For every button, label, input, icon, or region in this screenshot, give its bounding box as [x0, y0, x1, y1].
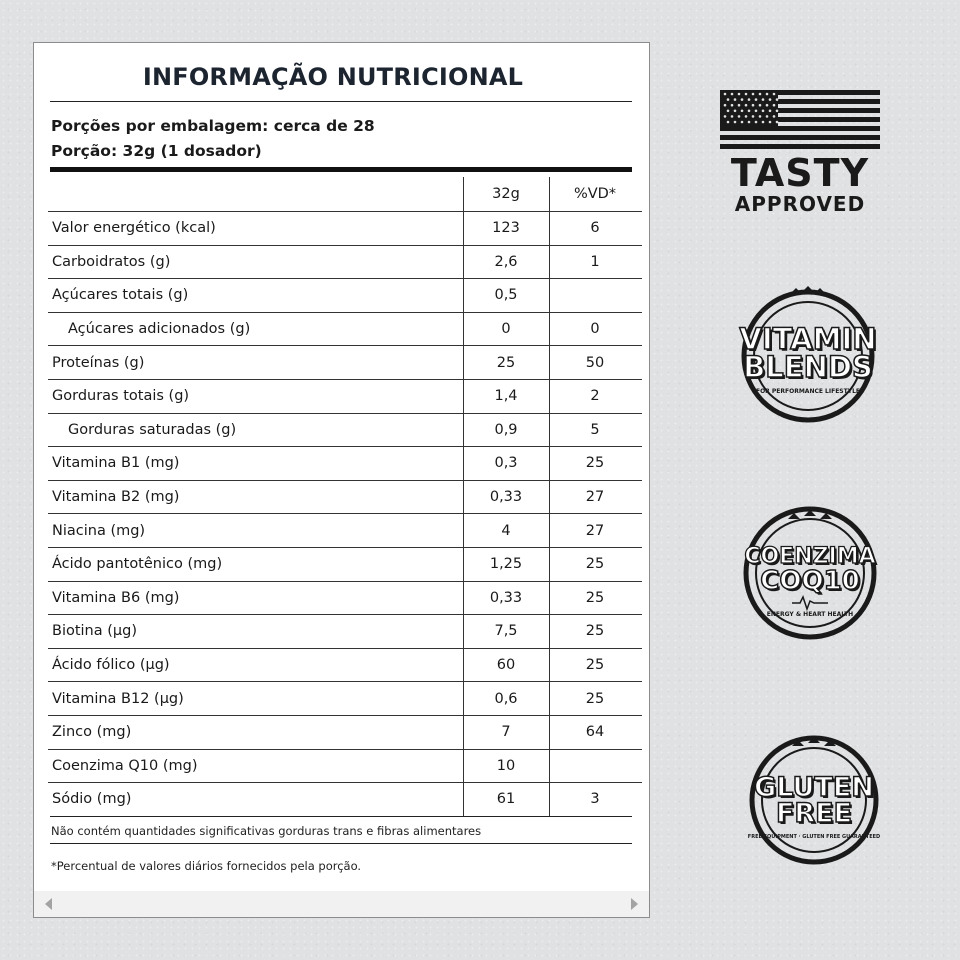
coenzima-word: COENZIMA	[744, 544, 876, 569]
nutrient-dv: 27	[585, 522, 605, 539]
coq10-word: COQ10	[760, 566, 860, 596]
nutrient-amount: 123	[492, 220, 520, 237]
table-row	[48, 312, 642, 346]
nutrient-amount: 1,25	[489, 556, 523, 573]
col-dv-header: %VD*	[573, 186, 617, 202]
gluten-ring-text: FREE EQUIPMENT · GLUTEN FREE GUARANTEED	[747, 834, 881, 840]
table-row	[48, 749, 642, 783]
table-header	[48, 177, 642, 211]
scroll-right-arrow-icon[interactable]	[631, 898, 638, 910]
coenzima-coq10-seal	[732, 503, 888, 643]
nutrient-amount: 61	[496, 791, 516, 808]
label-title: INFORMAÇÃO NUTRICIONAL	[142, 63, 524, 91]
serving-divider	[50, 167, 632, 172]
nutrient-dv: 25	[585, 623, 605, 640]
nutrient-name: Gorduras saturadas (g)	[68, 421, 237, 438]
nutrient-dv: 2	[590, 388, 600, 405]
nutrient-amount: 0,3	[494, 455, 518, 472]
table-row	[48, 345, 642, 379]
footnote-divider	[50, 843, 632, 844]
scroll-left-arrow-icon[interactable]	[45, 898, 52, 910]
nutrient-name: Biotina (µg)	[52, 623, 137, 640]
table-row	[48, 480, 642, 514]
nutrient-name: Açúcares totais (g)	[52, 287, 189, 304]
table-row	[48, 782, 642, 816]
nutrient-dv	[550, 750, 640, 783]
table-row	[48, 245, 642, 279]
table-row	[48, 413, 642, 447]
nutrient-name: Proteínas (g)	[52, 354, 145, 371]
nutrient-name: Ácido pantotênico (mg)	[52, 556, 223, 573]
nutrient-amount: 4	[501, 522, 511, 539]
nutrient-name: Zinco (mg)	[52, 724, 132, 741]
nutrition-facts-panel	[33, 42, 650, 918]
table-row	[48, 648, 642, 682]
table-row	[48, 614, 642, 648]
vitamin-word: VITAMIN	[739, 322, 877, 356]
coq10-ring-text: ENERGY & HEART HEALTH	[766, 611, 854, 618]
nutrient-amount: 0,6	[494, 690, 518, 707]
gluten-free-seal	[742, 732, 886, 868]
column-divider-2	[549, 177, 550, 816]
nutrient-dv: 27	[585, 489, 605, 506]
nutrient-dv: 25	[585, 556, 605, 573]
tasty-word: TASTY	[730, 151, 870, 195]
nutrient-dv: 3	[590, 791, 600, 808]
vitamin-blends-seal	[730, 284, 886, 424]
vitamin-ring-text: FOR PERFORMANCE LIFESTYLE	[755, 388, 860, 395]
nutrient-name: Gorduras totais (g)	[52, 388, 190, 405]
nutrient-dv: 50	[585, 354, 605, 371]
table-row	[48, 715, 642, 749]
table-row	[48, 581, 642, 615]
nutrient-name: Vitamina B1 (mg)	[52, 455, 180, 472]
nutrient-dv: 25	[585, 589, 605, 606]
heartbeat-icon	[792, 597, 828, 609]
nutrient-name: Ácido fólico (µg)	[52, 657, 170, 674]
footnote-dv: *Percentual de valores diários fornecidos pela porção.	[51, 859, 362, 873]
table-row	[48, 211, 642, 245]
blends-word: BLENDS	[743, 350, 873, 384]
servings-per-package: Porções por embalagem: cerca de 28	[51, 117, 375, 135]
nutrient-name: Açúcares adicionados (g)	[68, 321, 251, 338]
column-divider-1	[463, 177, 464, 816]
nutrient-amount: 2,6	[494, 253, 518, 270]
nutrient-dv	[550, 279, 640, 312]
free-word: FREE	[775, 798, 853, 829]
nutrient-name: Vitamina B6 (mg)	[52, 589, 180, 606]
nutrient-amount: 0,33	[489, 589, 523, 606]
nutrient-amount: 0,5	[494, 287, 518, 304]
serving-size: Porção: 32g (1 dosador)	[51, 142, 262, 160]
table-row	[48, 278, 642, 312]
nutrient-name: Niacina (mg)	[52, 522, 146, 539]
nutrient-dv: 25	[585, 690, 605, 707]
nutrient-dv: 25	[585, 455, 605, 472]
col-amount-header: 32g	[492, 186, 520, 202]
nutrient-amount: 7	[501, 724, 511, 741]
nutrient-amount: 0	[501, 321, 511, 338]
nutrient-amount: 60	[496, 657, 516, 674]
table-row	[48, 513, 642, 547]
nutrient-amount: 0,33	[489, 489, 523, 506]
nutrient-amount: 7,5	[494, 623, 518, 640]
nutrient-name: Valor energético (kcal)	[52, 220, 216, 237]
table-row	[48, 547, 642, 581]
nutrient-amount: 10	[496, 757, 516, 774]
table-row	[48, 379, 642, 413]
table-row	[48, 446, 642, 480]
nutrient-dv: 0	[590, 321, 600, 338]
table-row	[48, 681, 642, 715]
table-bottom-rule	[50, 816, 632, 817]
footnote-trans: Não contém quantidades significativas gorduras trans e fibras alimentares	[51, 824, 482, 838]
approved-word: APPROVED	[734, 192, 866, 216]
nutrient-name: Sódio (mg)	[52, 791, 132, 808]
nutrient-name: Carboidratos (g)	[52, 253, 171, 270]
nutrient-name: Vitamina B12 (µg)	[52, 690, 184, 707]
tasty-approved-badge	[718, 90, 882, 216]
nutrient-dv: 5	[590, 421, 600, 438]
nutrient-dv: 25	[585, 657, 605, 674]
horizontal-scrollbar[interactable]	[34, 891, 649, 917]
nutrient-name: Coenzima Q10 (mg)	[52, 757, 198, 774]
nutrient-dv: 6	[590, 220, 600, 237]
nutrient-amount: 25	[496, 354, 516, 371]
nutrient-dv: 1	[590, 253, 600, 270]
nutrient-name: Vitamina B2 (mg)	[52, 489, 180, 506]
gluten-word: GLUTEN	[754, 772, 874, 803]
nutrient-dv: 64	[585, 724, 605, 741]
nutrient-amount: 1,4	[494, 388, 518, 405]
title-divider	[50, 101, 632, 102]
nutrient-amount: 0,9	[494, 421, 518, 438]
